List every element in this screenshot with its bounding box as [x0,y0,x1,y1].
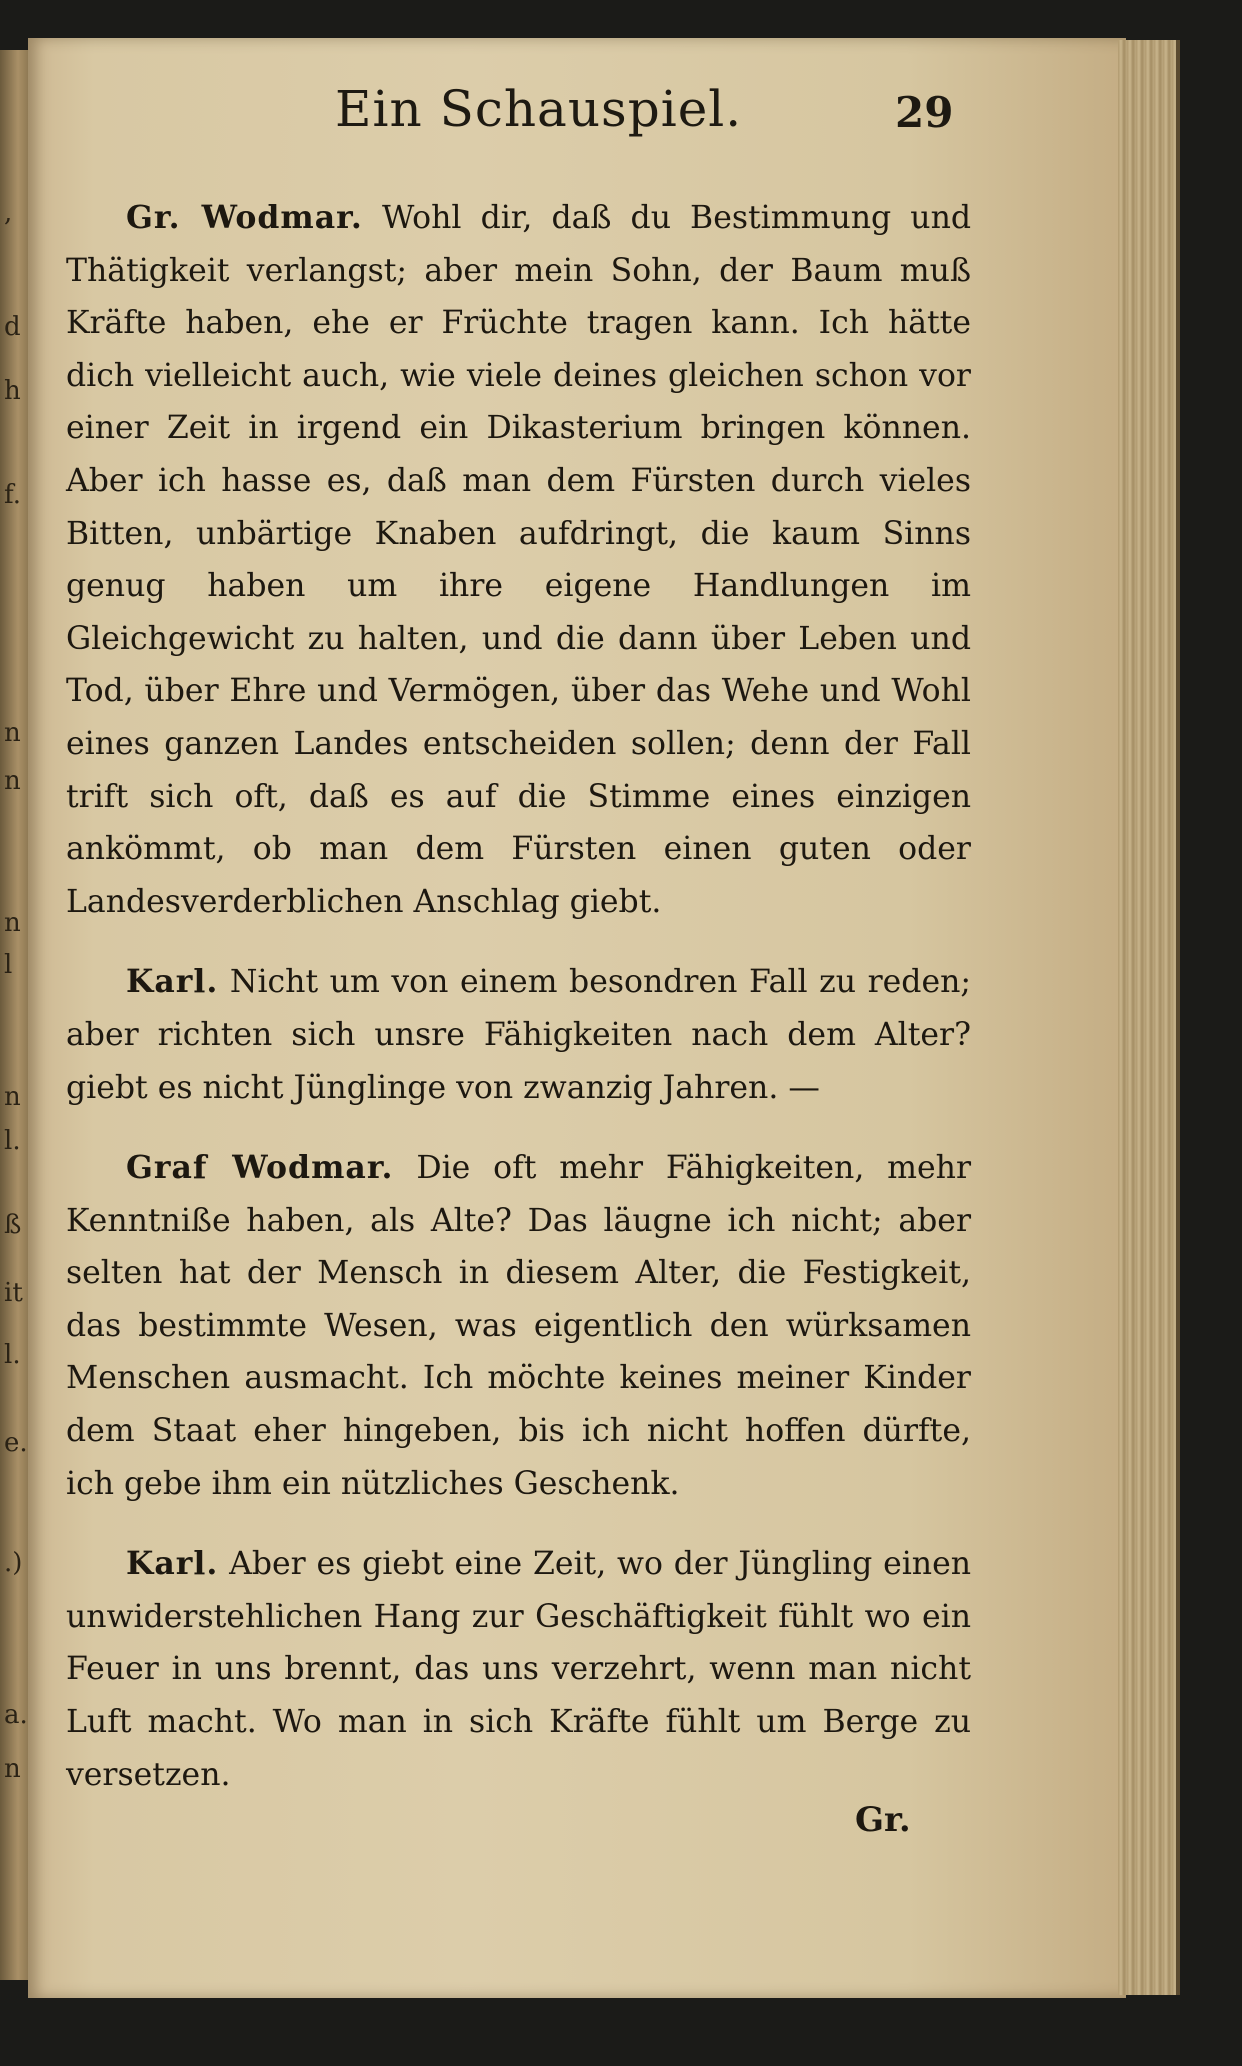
margin-fragment: n [4,718,21,748]
margin-fragment: l. [4,1126,21,1156]
running-head: Ein Schauspiel. [335,80,743,138]
dialogue-paragraph [66,192,971,928]
margin-fragment: h [4,376,21,406]
margin-fragment: l. [4,1340,21,1370]
margin-fragment: l [4,950,13,980]
margin-fragment: ß [4,1210,22,1240]
speech-text: Aber es giebt eine Zeit, wo der Jüngling einen unwiderstehlichen Hang zur Geschäftigkeit fühlt wo ein Feuer in uns brennt, das uns verzehrt, wenn man nicht Luft macht. Wo man in sich Kräfte fühlt um Berge zu versetzen. [66,1546,972,1793]
speech-text: Die oft mehr Fähigkeiten, mehr Kenntniße haben, als Alte? Das läugne ich nicht; aber selten hat der Mensch in diesem Alter, die Festigkeit, das bestimmte Wesen, was eigentlich den würksamen Menschen ausmacht. Ich möchte keines meiner Kinder dem Staat eher hingeben, bis ich nicht hoffen dürfte, ich gebe ihm ein nützliches Geschenk. [66,1150,972,1502]
margin-fragment: e. [4,1428,28,1458]
dialogue-paragraph [66,956,971,1114]
margin-fragment: .) [4,1548,23,1578]
speech-text: Nicht um von einem besondren Fall zu reden; aber richten sich unsre Fähigkeiten nach dem Alter? giebt es nicht Jünglinge von zwanzig Jahren. — [66,964,971,1106]
speaker-name: Gr. Wodmar. [126,199,363,236]
speaker-name: Graf Wodmar. [126,1149,394,1187]
catchword: Gr. [855,1800,911,1840]
margin-fragment: n [4,908,21,938]
margin-fragment: n [4,1082,21,1112]
body-text [66,192,971,1801]
speaker-name: Karl. [126,963,219,1001]
margin-fragment: it [4,1278,23,1308]
page-number: 29 [895,88,954,137]
margin-fragment: a. [4,1700,28,1730]
margin-fragment: n [4,1754,21,1784]
margin-fragment: d [4,312,21,342]
speech-text: Wohl dir, daß du Bestimmung und Thätigkeit verlangst; aber mein Sohn, der Baum muß Kräfte haben, ehe er Früchte tragen kann. Ich hätte dich vielleicht auch, wie viele deines gleichen schon vor einer Zeit in irgend ein Dikasterium bringen können. Aber ich hasse es, daß man dem Fürsten durch vieles Bitten, unbärtige Knaben aufdringt, die kaum Sinns genug haben um ihre eigene Handlungen im Gleichgewicht zu halten, und die dann über Leben und Tod, über Ehre und Vermögen, über das Wehe und Wohl eines ganzen Landes entscheiden sollen; denn der Fall trift sich oft, daß es auf die Stimme eines einzigen ankömmt, ob man dem Fürsten einen guten oder Landesverderblichen Anschlag giebt. [66,200,972,920]
left-page-fragments [0,50,30,1950]
dialogue-paragraph [66,1142,971,1510]
dialogue-paragraph [66,1538,971,1801]
page-stack-edge [1118,40,1180,1995]
margin-fragment: , [4,198,13,228]
margin-fragment: n [4,766,21,796]
speaker-name: Karl. [126,1545,219,1583]
margin-fragment: f. [4,480,21,510]
